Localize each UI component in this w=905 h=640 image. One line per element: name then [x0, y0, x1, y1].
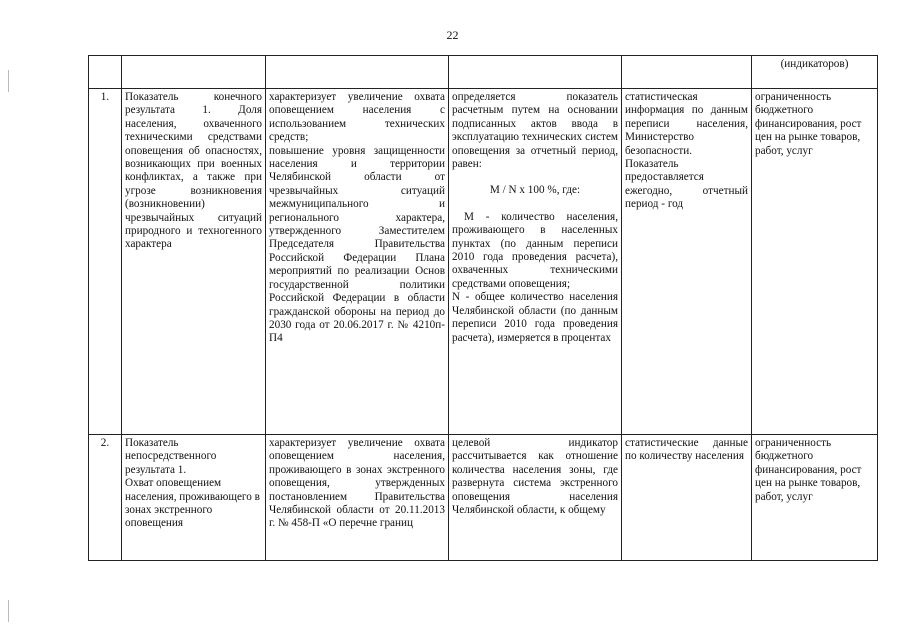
- method-formula: M / N x 100 %, где:: [489, 184, 581, 197]
- header-cell: [449, 56, 622, 89]
- header-cell: [122, 56, 266, 89]
- method-m-definition: M - количество населения, проживающего в населенных пунктах (по данным переписи 2010 года проведения расчета), охваченных техническими средствами оповещения;: [452, 210, 618, 290]
- method-intro: определяется показатель расчетным путем на основании подписанных актов ввода в эксплуатацию технических систем оповещения за отчетный период, равен:: [452, 91, 618, 171]
- indicator-characteristic: характеризует увеличение охвата оповещением населения, проживающего в зонах экстренного оповещения, утвержденных постановлением Правительства Челябинской области от 20.11.2013 г. № 458-П «О перечне границ: [266, 435, 449, 561]
- header-cell: [266, 56, 449, 89]
- risks: ограниченность бюджетного финансирования, рост цен на рынке товаров, работ, услуг: [752, 89, 878, 435]
- header-cell: [622, 56, 752, 89]
- header-indicators-label: (индикаторов): [752, 56, 878, 89]
- table-row-header-continuation: [89, 56, 878, 89]
- characteristic-text: характеризует увеличение охвата оповещением населения с использованием технических средств; повышение уровня защищенности населения и территории Челябинской области от чрезвычайных ситуаций межмуниципального и регионального характера, утвержденного Заместителем Председателя Правительства Российской Федерации Плана мероприятий по реализации Основ государственной политики Российской Федерации в области гражданской обороны на период до 2030 года от 20.06.2017 г. № 4210п-П4: [269, 91, 445, 345]
- indicator-name-line2: Охват оповещением населения, проживающего в зонах экстренного оповещения: [125, 477, 260, 530]
- indicator-characteristic: [266, 89, 449, 435]
- calculation-method: целевой индикатор рассчитывается как отношение количества населения зоны, где развернута система экстренного оповещения населения Челябинской области, к общему: [449, 435, 622, 561]
- data-source: статистическая информация по данным переписи населения, Министерство безопасности. Показатель предоставляется ежегодно, отчетный период - год: [622, 89, 752, 435]
- table-row: [89, 89, 878, 435]
- risks: ограниченность бюджетного финансирования, рост цен на рынке товаров, работ, услуг: [752, 435, 878, 561]
- row-number: 2.: [89, 435, 122, 561]
- indicator-name-line1: Показатель непосредственного результата 1.: [125, 437, 217, 476]
- indicator-name: Показатель конечного результата 1. Доля населения, охваченного техническими средствами оповещения об опасностях, возникающих при военных конфликтах, а также при угрозе возникновения (возникновении) чрезвычайных ситуаций природного и техногенного характера: [122, 89, 266, 435]
- scan-margin-mark: [8, 600, 9, 622]
- table-row: [89, 435, 878, 561]
- row-number: 1.: [89, 89, 122, 435]
- scan-margin-mark: [8, 70, 9, 92]
- page-number: 22: [446, 28, 459, 42]
- indicator-name: [122, 435, 266, 561]
- data-source: статистические данные по количеству населения: [622, 435, 752, 561]
- indicators-table: [88, 55, 878, 561]
- header-cell: [89, 56, 122, 89]
- calculation-method: [449, 89, 622, 435]
- method-n-definition: N - общее количество населения Челябинской области (по данным переписи 2010 года проведения расчета), измеряется в процентах: [452, 291, 618, 344]
